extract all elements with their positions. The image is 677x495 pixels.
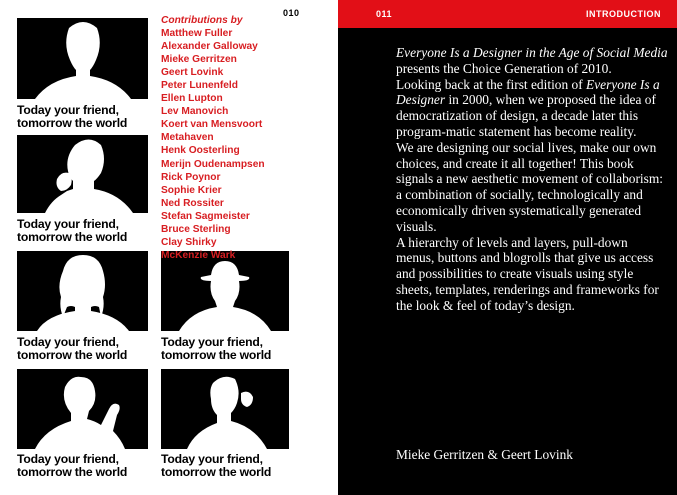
intro-paragraph: A hierarchy of levels and layers, pull-down menus, buttons and blogrolls that give us access and possibilities to create visuals using style sheets, templates, renderings and frameworks for the look & feel of today’s design. <box>396 234 659 313</box>
contributor-name: Ned Rossiter <box>161 197 224 209</box>
section-label: INTRODUCTION <box>586 9 661 19</box>
contributor-name: Mieke Gerritzen <box>161 54 237 66</box>
section-header-bar <box>338 0 677 28</box>
contributor-name: Henk Oosterling <box>161 145 240 157</box>
intro-paragraph: Looking back at the first edition of Everyone Is a Designer in 2000, when we proposed the idea of democratization of design, a decade later this program-matic statement has become reality. <box>396 76 660 139</box>
portrait-tile <box>17 251 148 331</box>
tile-caption: Today your friend, tomorrow the world <box>17 335 128 362</box>
portrait-tile <box>161 369 289 449</box>
tile-caption: Today your friend, tomorrow the world <box>17 217 128 244</box>
contributor-name: Peter Lunenfeld <box>161 80 238 92</box>
portrait-tile <box>161 251 289 331</box>
contributor-name: Rick Poynor <box>161 171 221 183</box>
portrait-tile <box>17 135 148 213</box>
portrait-tile <box>17 369 148 449</box>
author-signature: Mieke Gerritzen & Geert Lovink <box>396 447 573 462</box>
tile-caption: Today your friend, tomorrow the world <box>17 452 128 479</box>
contributor-name: Clay Shirky <box>161 236 217 248</box>
contributors-heading: Contributions by <box>161 15 243 26</box>
intro-paragraph: We are designing our social lives, make our own choices, and create it all together! This book signals a new aesthetic movement of collaborism: a combination of socially, technologically and economically driven systematically generated visuals. <box>396 139 663 234</box>
contributor-name: Geert Lovink <box>161 67 224 79</box>
page-number-left: 010 <box>283 8 300 18</box>
woman-curly-hair-icon <box>17 251 148 331</box>
man-phone-icon <box>161 369 289 449</box>
contributor-name: Matthew Fuller <box>161 28 233 40</box>
man-hat-icon <box>161 251 289 331</box>
tile-caption: Today your friend, tomorrow the world <box>17 103 128 130</box>
contributor-name: Metahaven <box>161 132 214 144</box>
contributor-name: Koert van Mensvoort <box>161 119 263 131</box>
man-thinking-icon <box>17 135 148 213</box>
contributor-name: Ellen Lupton <box>161 93 223 105</box>
man-short-hair-icon <box>17 18 148 99</box>
contributor-name: Bruce Sterling <box>161 223 231 235</box>
portrait-tile <box>17 18 148 99</box>
right-page <box>338 0 677 495</box>
man-waving-icon <box>17 369 148 449</box>
page-number-right: 011 <box>376 9 393 19</box>
contributor-name: Stefan Sagmeister <box>161 210 250 222</box>
book-title: Everyone Is a Designer in the Age of Social Media <box>396 45 668 60</box>
contributor-name: Merijn Oudenampsen <box>161 158 265 170</box>
contributor-name: Alexander Galloway <box>161 41 258 53</box>
contributor-name: Lev Manovich <box>161 106 229 118</box>
tile-caption: Today your friend, tomorrow the world <box>161 335 272 362</box>
intro-paragraph: Everyone Is a Designer in the Age of Social Media presents the Choice Generation of 2010. <box>396 45 668 76</box>
introduction-text <box>396 45 668 314</box>
book-title: Everyone Is a Designer <box>396 76 660 108</box>
tile-caption: Today your friend, tomorrow the world <box>161 452 272 479</box>
left-page <box>0 0 338 495</box>
contributor-name: Sophie Krier <box>161 184 222 196</box>
contributors-list <box>161 14 265 262</box>
contributor-name: McKenzie Wark <box>161 249 236 261</box>
